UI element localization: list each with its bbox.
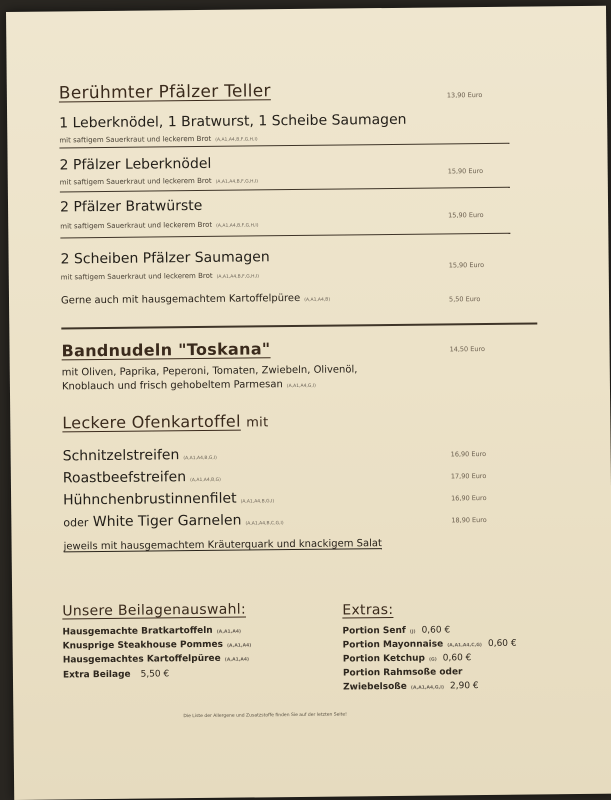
dish-price: 15,90 Euro [448, 211, 484, 220]
extra-item: Portion Senf (J) 0,60 € [342, 625, 451, 637]
dish-price: 16,90 Euro [451, 493, 487, 503]
side-item: Extra Beilage 5,50 € [62, 669, 170, 681]
side-item: Knusprige Steakhouse Pommes (A,A1,A4) [62, 639, 252, 652]
dish-description: mit saftigem Sauerkraut und leckerem Brot (A,A1,A4,B,F,G,H,I) [60, 220, 259, 231]
dish-name: oder White Tiger Garnelen (A,A1,A4,B,C,G,I) [63, 512, 284, 531]
dish-name: 1 Leberknödel, 1 Bratwurst, 1 Scheibe Saumagen [59, 111, 407, 132]
section3-footer: jeweils mit hausgemachtem Kräuterquark und knackigem Salat [63, 538, 382, 553]
dish-name: Roastbeefstreifen (A,A1,A4,B,G) [62, 469, 221, 487]
dish-price: 15,90 Euro [447, 167, 484, 176]
dish-name: Schnitzelstreifen (A,A1,A4,B,G,I) [62, 447, 217, 465]
allergen-footnote: Die Liste der Allergene und Zusatzstoffe finden Sie auf der letzten Seite! [183, 712, 348, 720]
divider [60, 187, 510, 193]
dish-price: 15,90 Euro [448, 261, 485, 270]
section-title-ofenkartoffel: Leckere Ofenkartoffel mit [62, 411, 269, 433]
dish-name: 2 Pfälzer Bratwürste [59, 197, 203, 216]
side-item: Hausgemachte Bratkartoffeln (A,A1,A4) [62, 625, 242, 638]
sides-title: Unsere Beilagenauswahl: [62, 601, 247, 620]
dish-name: 2 Pfälzer Leberknödel [59, 155, 212, 174]
extra-option-price: 5,50 Euro [448, 295, 481, 304]
dish-name: 2 Scheiben Pfälzer Saumagen [60, 249, 270, 268]
dish-price: 16,90 Euro [450, 449, 487, 459]
section-title-pfaelzer-teller: Berühmter Pfälzer Teller [58, 81, 271, 104]
extra-item: Portion Rahmsoße oder [342, 667, 463, 679]
section-title-price: 13,90 Euro [446, 91, 483, 100]
divider [60, 233, 510, 239]
section2-description-line1: mit Oliven, Paprika, Peperoni, Tomaten, Zwiebeln, Olivenöl, [61, 364, 358, 379]
dish-name: Hühnchenbrustinnenfilet (A,A1,A4,B,G,I) [63, 490, 275, 509]
dish-description: mit saftigem Sauerkraut und leckerem Brot (A,A1,A4,B,F,G,H,I) [59, 176, 259, 187]
extra-item: Portion Mayonnaise (A,A1,A4,C,G) 0,60 € [342, 638, 517, 651]
section-title-bandnudeln: Bandnudeln "Toskana" [61, 339, 271, 361]
dish-price: 18,90 Euro [451, 515, 487, 525]
extra-item: Portion Ketchup (G) 0,60 € [342, 653, 472, 665]
dish-price: 17,90 Euro [450, 471, 487, 481]
extra-option: Gerne auch mit hausgemachtem Kartoffelpüree (A,A1,A4,B) [60, 292, 331, 307]
extras-title: Extras: [342, 601, 394, 619]
section-divider [61, 322, 537, 328]
side-item: Hausgemachtes Kartoffelpüree (A,A1,A4) [62, 653, 250, 666]
extra-item: Zwiebelsoße (A,A1,A4,G,I) 2,90 € [343, 681, 479, 693]
dish-description: mit saftigem Sauerkraut und leckerem Brot (A,A1,A4,B,F,G,H,I) [59, 134, 258, 145]
section2-price: 14,50 Euro [449, 345, 486, 354]
dish-description: mit saftigem Sauerkraut und leckerem Brot (A,A1,A4,B,F,G,H,I) [60, 271, 260, 282]
menu-page [6, 6, 611, 800]
section2-description-line2: Knoblauch und frisch gehobeltem Parmesan (A,A1,A4,G,I) [61, 379, 316, 393]
